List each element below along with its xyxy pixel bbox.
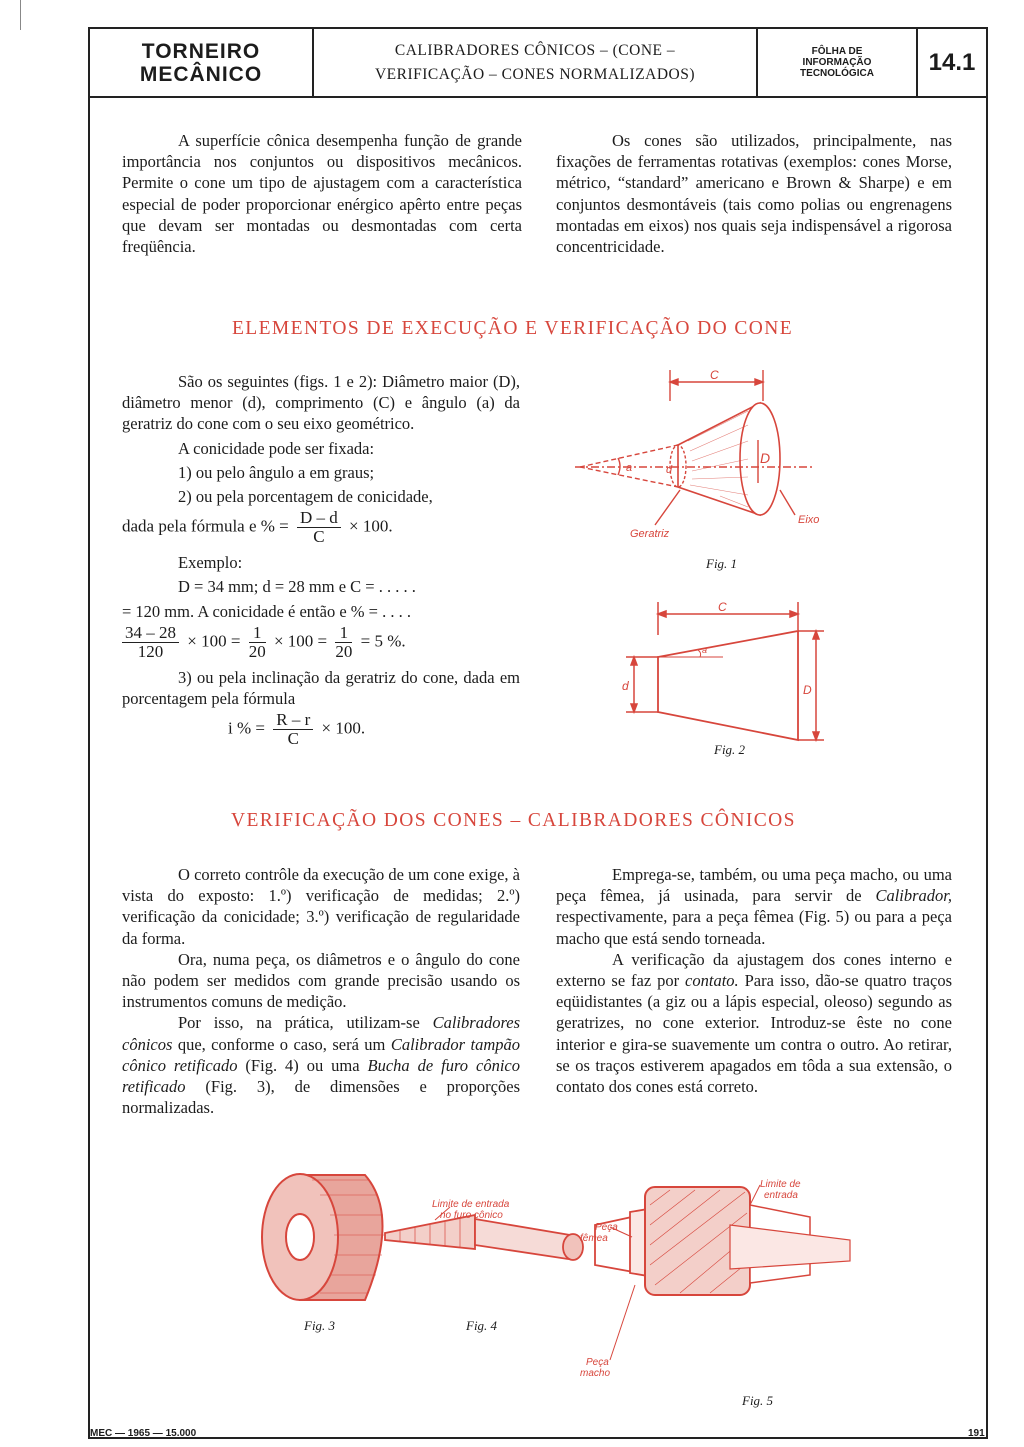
example-frac3-den: 20	[335, 641, 353, 661]
section2-left-p3-e: (Fig. 4) ou uma	[237, 1055, 368, 1075]
section1-p1: São os seguintes (figs. 1 e 2): Diâmetro maior (D), diâmetro menor (d), comprimento (C) e ângulo (a) da geratriz do cone com o seu eixo geométrico.	[122, 372, 520, 434]
fig1-label-c: C	[710, 368, 719, 382]
section2-left-p3-d: Calibrador tampão cônico retificado	[122, 1034, 520, 1075]
fig5-assembly	[595, 1185, 850, 1360]
section2-left-p3	[122, 1012, 520, 1118]
section1-item1: 1) ou pelo ângulo a em graus;	[178, 462, 375, 482]
formula-conicity-fraction	[297, 509, 341, 546]
fig5-caption: Fig. 5	[742, 1393, 774, 1408]
section2-left-p3-b: Calibradores cônicos	[122, 1013, 520, 1054]
frame-right-line	[986, 98, 988, 1438]
fig1-label-a: a	[626, 462, 633, 474]
example-frac2	[249, 624, 266, 661]
section1-title: ELEMENTOS DE EXECUÇÃO E VERIFICAÇÃO DO CONE	[232, 318, 794, 339]
example-frac3	[335, 624, 352, 661]
section1-item2: 2) ou pela porcentagem de conicidade,	[178, 487, 433, 507]
section2-right-p1-a: Emprega-se, também, ou uma peça macho, ou uma peça fêmea, já usinada, para servir de	[556, 865, 952, 906]
formula-conicity-num: D – d	[297, 509, 341, 528]
intro-right-column	[556, 130, 952, 257]
section2-right-p2-c: Para isso, dão-se quatro traços eqüidistantes (a giz ou a lápis especial, oleoso) segundo as geratrizes, no cone exterior. Introduz-se êste no cone interior e gira-se suavemente um contra o outro. Ao retirar, se os traços estiverem apagados em tôda a sua extensão, o contato dos cones está correto.	[556, 971, 953, 1097]
course-title-line2: MECÂNICO	[139, 62, 263, 86]
formula-inclination-prefix: i % =	[228, 718, 265, 738]
fig5-label-macho-2: macho	[580, 1368, 611, 1379]
formula-inclination-num: R – r	[273, 711, 313, 730]
example-calculation	[122, 624, 520, 661]
fig2-cone-profile	[618, 600, 833, 748]
fig1-label-geratriz: Geratriz	[630, 528, 670, 540]
intro-left-column	[122, 130, 522, 257]
section2-left-column	[122, 864, 520, 1118]
sheet-type	[758, 29, 918, 96]
sheet-number: 14.1	[928, 48, 976, 76]
sheet-type-line2: INFORMAÇÃO	[802, 57, 872, 68]
example-result: = 5 %.	[360, 631, 406, 651]
fig4-label-line2: no furo cônico	[440, 1210, 503, 1221]
sheet-type-line1: FÔLHA DE	[811, 46, 863, 57]
fig2-caption: Fig. 2	[714, 742, 746, 757]
fig4-caption: Fig. 4	[466, 1318, 498, 1333]
example-frac2-den: 20	[248, 641, 266, 661]
page-number: 191	[968, 1428, 985, 1439]
frame-bottom-line	[88, 1437, 988, 1439]
fig3-bushing	[262, 1174, 384, 1300]
example-frac1	[122, 624, 179, 661]
formula-inclination-suffix: × 100.	[321, 718, 366, 738]
margin-mark	[20, 0, 21, 30]
example-label: Exemplo:	[178, 553, 243, 573]
intro-right-paragraph: Os cones são utilizados, principalmente, nas fixações de ferramentas rotativas (exemplos: cones Morse, métrico, “standard” americano e Brown & Sharpe) e em conjuntos desmontáveis (tais como polias ou engrenagens montadas em eixos) nos quais seja indispensável a rigorosa concentricidade.	[556, 131, 952, 257]
fig5-label-macho-1: Peça	[586, 1357, 609, 1368]
section2-right-p2-a: A verificação da ajustagem dos cones interno e externo se faz por	[556, 949, 952, 991]
formula-conicity-den: C	[313, 527, 325, 547]
footer-edition: MEC — 1965 — 15.000	[90, 1428, 197, 1439]
intro-left-paragraph: A superfície cônica desempenha função de grande importância nos conjuntos ou dispositivos mecânicos. Permite o cone um tipo de ajustagem com a característica especial de poder proporcionar enérgico apêrto entre peças que devam ser montadas ou desmontadas com certa freqüência.	[122, 131, 522, 257]
section2-right-column	[556, 864, 952, 1097]
fig2-label-small-d: d	[622, 679, 629, 693]
fig2-label-big-d: D	[803, 683, 812, 697]
fig2-label-c: C	[718, 600, 727, 614]
fig1-label-big-d: D	[760, 450, 771, 466]
formula-conicity	[122, 509, 520, 546]
sheet-type-line3: TECNOLÓGICA	[800, 68, 874, 79]
formula-conicity-prefix: dada pela fórmula e % =	[122, 516, 289, 536]
section1-column	[122, 371, 520, 748]
section2-left-p1: O correto contrôle da execução de um cone exige, à vista do exposto: 1.º) verificação de medidas; 2.º) verificação da conicidade; 3.º) verificação de regularidade da forma.	[122, 865, 520, 948]
header-box	[88, 27, 988, 98]
section2-right-p1-c: respectivamente, para a peça fêmea (Fig. 5) ou para a peça macho que está sendo torneada.	[556, 907, 952, 948]
formula-inclination-den: C	[287, 729, 299, 749]
frame-left-line	[88, 98, 90, 1438]
example-line1: D = 34 mm; d = 28 mm e C = . . . . .	[178, 577, 416, 597]
fig5-label-limite-2: entrada	[764, 1190, 798, 1201]
fig3-caption: Fig. 3	[304, 1318, 336, 1333]
sheet-title-line2: VERIFICAÇÃO – CONES NORMALIZADOS)	[374, 65, 696, 83]
fig1-caption: Fig. 1	[706, 556, 738, 571]
section2-left-p3-a: Por isso, na prática, utilizam-se	[178, 1013, 433, 1033]
section1-p2: A conicidade pode ser fixada:	[178, 438, 375, 458]
fig5-label-femea-2: fêmea	[580, 1233, 608, 1244]
course-title-line1: TORNEIRO	[141, 39, 261, 63]
example-frac1-den: 120	[137, 641, 164, 661]
fig5-label-limite-1: Limite de	[760, 1179, 801, 1190]
section2-left-p2: Ora, numa peça, os diâmetros e o ângulo do cone não podem ser medidos com grande precisão usando os instrumentos comuns de medição.	[122, 949, 520, 1012]
formula-conicity-suffix: × 100.	[349, 516, 393, 536]
fig1-cone-drawing	[570, 365, 860, 560]
course-title	[90, 29, 314, 96]
section2-right-p2-b: contato.	[685, 971, 739, 991]
example-frac1-num: 34 – 28	[122, 624, 179, 643]
formula-inclination	[122, 711, 520, 748]
example-frac3-num: 1	[335, 624, 352, 643]
section2-left-p3-c: que, conforme o caso, será um	[172, 1034, 391, 1054]
fig4-label-line1: Limite de entrada	[432, 1199, 510, 1210]
sheet-title	[314, 29, 758, 96]
example-mid1: × 100 =	[187, 631, 241, 651]
example-line2: = 120 mm. A conicidade é então e % = . . . .	[122, 601, 411, 621]
fig1-label-small-d: d	[666, 464, 673, 476]
fig2-label-a: a	[702, 645, 708, 655]
section1-item3: 3) ou pela inclinação da geratriz do cone, dada em porcentagem pela fórmula	[122, 667, 520, 709]
formula-inclination-fraction	[273, 711, 313, 748]
section2-left-p3-g: (Fig. 3), de dimensões e proporções normalizadas.	[122, 1077, 520, 1118]
section2-left-p3-f: Bucha de furo cônico retificado	[122, 1055, 520, 1097]
example-frac2-num: 1	[249, 624, 266, 643]
section2-right-p2	[556, 949, 952, 1097]
fig3-4-5-illustration	[250, 1165, 890, 1410]
section2-right-p1	[556, 864, 952, 949]
sheet-title-line1: CALIBRADORES CÔNICOS – (CONE –	[394, 41, 676, 59]
example-mid2: × 100 =	[273, 631, 328, 651]
fig1-label-eixo: Eixo	[798, 514, 820, 526]
fig5-label-femea-1: Peça	[595, 1222, 618, 1233]
section2-title: VERIFICAÇÃO DOS CONES – CALIBRADORES CÔNICOS	[231, 810, 796, 831]
section2-right-p1-b: Calibrador,	[875, 886, 952, 906]
